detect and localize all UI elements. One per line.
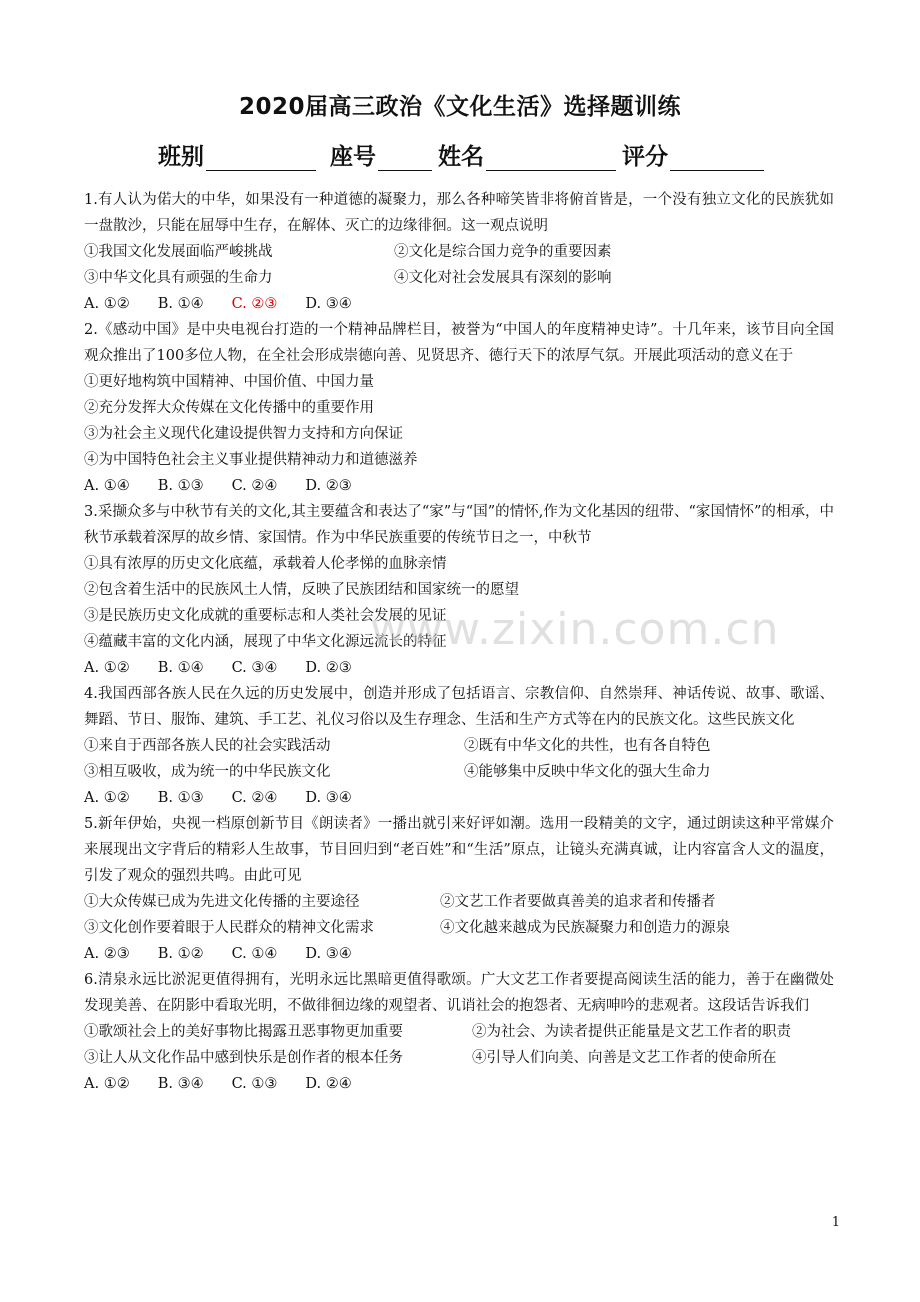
option-2: ②既有中华文化的共性，也有各自特色 xyxy=(464,738,711,754)
option-4: ④蕴藏丰富的文化内涵，展现了中华文化源远流长的特征 xyxy=(84,634,447,650)
page-title: 2020届高三政治《文化生活》选择题训练 xyxy=(238,94,681,120)
option-2: ②包含着生活中的民族风土人情，反映了民族团结和国家统一的愿望 xyxy=(84,582,519,598)
choice-b[interactable]: B. ①④ xyxy=(157,296,204,312)
question-stem: 6.清泉永远比淤泥更值得拥有，光明永远比黑暗更值得歌颂。广大文艺工作者要提高阅读生活的能力，善于在幽微处发现美善、在阴影中看取光明，不做徘徊边缘的观望者、讥诮社会的抱怨者、无病呻吟的悲观者。这段话告诉我们 xyxy=(84,972,834,1014)
choice-a[interactable]: A. ①② xyxy=(84,296,130,312)
seat-field[interactable] xyxy=(378,148,432,171)
option-2: ②文艺工作者要做真善美的追求者和传播者 xyxy=(440,894,716,910)
choice-d[interactable]: D. ②④ xyxy=(305,1076,352,1092)
choice-c[interactable]: C. ①③ xyxy=(231,1076,278,1092)
class-field[interactable] xyxy=(206,148,316,171)
option-4: ④文化越来越成为民族凝聚力和创造力的源泉 xyxy=(440,920,730,936)
option-3: ③让人从文化作品中感到快乐是创作者的根本任务 xyxy=(84,1050,403,1066)
option-1: ①大众传媒已成为先进文化传播的主要途径 xyxy=(84,894,360,910)
option-4: ④文化对社会发展具有深刻的影响 xyxy=(394,270,612,286)
question-stem: 1.有人认为偌大的中华，如果没有一种道德的凝聚力，那么各种啼笑皆非将俯首皆是，一个没有独立文化的民族犹如一盘散沙，只能在屈辱中生存，在解体、灭亡的边缘徘徊。这一观点说明 xyxy=(84,192,834,234)
choice-a[interactable]: A. ①② xyxy=(84,660,130,676)
choice-a[interactable]: A. ①② xyxy=(84,790,130,806)
choice-b[interactable]: B. ①③ xyxy=(157,790,204,806)
seat-label: 座号 xyxy=(330,144,377,170)
option-4: ④引导人们向美、向善是文艺工作者的使命所在 xyxy=(472,1050,777,1066)
choice-a[interactable]: A. ①④ xyxy=(84,478,130,494)
choice-d[interactable]: D. ②③ xyxy=(305,478,352,494)
answer-choices xyxy=(84,1071,834,1097)
choice-b[interactable]: B. ③④ xyxy=(157,1076,204,1092)
question-stem: 2.《感动中国》是中央电视台打造的一个精神品牌栏目，被誉为“中国人的年度精神史诗”。十几年来，该节目向全国观众推出了100多位人物，在全社会形成崇德向善、见贤思齐、德行天下的浓厚气氛。开展此项活动的意义在于 xyxy=(84,322,834,364)
option-3: ③中华文化具有顽强的生命力 xyxy=(84,270,273,286)
choice-b[interactable]: B. ①③ xyxy=(157,478,204,494)
option-3: ③为社会主义现代化建设提供智力支持和方向保证 xyxy=(84,426,403,442)
score-field[interactable] xyxy=(670,148,764,171)
class-label: 班别 xyxy=(158,144,204,170)
choice-b[interactable]: B. ①② xyxy=(157,946,204,962)
question-5 xyxy=(84,811,834,967)
option-1: ①我国文化发展面临严峻挑战 xyxy=(84,244,273,260)
question-stem: 5.新年伊始，央视一档原创新节目《朗读者》一播出就引来好评如潮。选用一段精美的文字，通过朗读这种平常媒介来展现出文字背后的精彩人生故事，节目回归到“老百姓”和“生活”原点，让镜头充满真诚，让内容富含人文的温度，引发了观众的强烈共鸣。由此可见 xyxy=(84,816,834,884)
option-3: ③文化创作要着眼于人民群众的精神文化需求 xyxy=(84,920,374,936)
choice-d[interactable]: D. ③④ xyxy=(305,946,352,962)
option-1: ①歌颂社会上的美好事物比揭露丑恶事物更加重要 xyxy=(84,1024,403,1040)
choice-c[interactable]: C. ②④ xyxy=(231,790,278,806)
question-6 xyxy=(84,967,834,1097)
choice-d[interactable]: D. ③④ xyxy=(305,790,352,806)
answer-choices xyxy=(84,655,834,681)
watermark: www.zixin.com.cn xyxy=(370,604,780,655)
choice-c[interactable]: C. ②④ xyxy=(231,478,278,494)
option-4: ④能够集中反映中华文化的强大生命力 xyxy=(464,764,711,780)
answer-choices xyxy=(84,941,834,967)
option-3: ③相互吸收，成为统一的中华民族文化 xyxy=(84,764,331,780)
choice-a[interactable]: A. ①② xyxy=(84,1076,130,1092)
option-4: ④为中国特色社会主义事业提供精神动力和道德滋养 xyxy=(84,452,418,468)
name-field[interactable] xyxy=(486,148,616,171)
choice-a[interactable]: A. ②③ xyxy=(84,946,130,962)
page-number: 1 xyxy=(831,1215,840,1230)
answer-choices xyxy=(84,473,834,499)
choice-c-highlighted[interactable]: C. ②③ xyxy=(231,296,278,312)
question-1 xyxy=(84,187,834,317)
answer-choices xyxy=(84,291,834,317)
option-3: ③是民族历史文化成就的重要标志和人类社会发展的见证 xyxy=(84,608,447,624)
question-stem: 4.我国西部各族人民在久远的历史发展中，创造并形成了包括语言、宗教信仰、自然崇拜、神话传说、故事、歌谣、舞蹈、节日、服饰、建筑、手工艺、礼仪习俗以及生存理念、生活和生产方式等在内的民族文化。这些民族文化 xyxy=(84,686,834,728)
choice-c[interactable]: C. ①④ xyxy=(231,946,278,962)
student-info-header xyxy=(158,138,770,171)
score-label: 评分 xyxy=(622,144,669,170)
question-2 xyxy=(84,317,834,499)
question-stem: 3.采撷众多与中秋节有关的文化,其主要蕴含和表达了“家”与“国”的情怀,作为文化基因的纽带、“家国情怀”的相承，中秋节承载着深厚的故乡情、家国情。作为中华民族重要的传统节日之一，中秋节 xyxy=(84,504,834,546)
question-4 xyxy=(84,681,834,811)
option-2: ②充分发挥大众传媒在文化传播中的重要作用 xyxy=(84,400,374,416)
option-1: ①更好地构筑中国精神、中国价值、中国力量 xyxy=(84,374,374,390)
choice-d[interactable]: D. ③④ xyxy=(305,296,352,312)
option-2: ②为社会、为读者提供正能量是文艺工作者的职责 xyxy=(472,1024,791,1040)
answer-choices xyxy=(84,785,834,811)
name-label: 姓名 xyxy=(438,144,485,170)
option-1: ①来自于西部各族人民的社会实践活动 xyxy=(84,738,331,754)
choice-d[interactable]: D. ②③ xyxy=(305,660,352,676)
choice-b[interactable]: B. ①④ xyxy=(157,660,204,676)
option-1: ①具有浓厚的历史文化底蕴，承载着人伦孝悌的血脉亲情 xyxy=(84,556,447,572)
option-2: ②文化是综合国力竞争的重要因素 xyxy=(394,244,612,260)
choice-c[interactable]: C. ③④ xyxy=(231,660,278,676)
